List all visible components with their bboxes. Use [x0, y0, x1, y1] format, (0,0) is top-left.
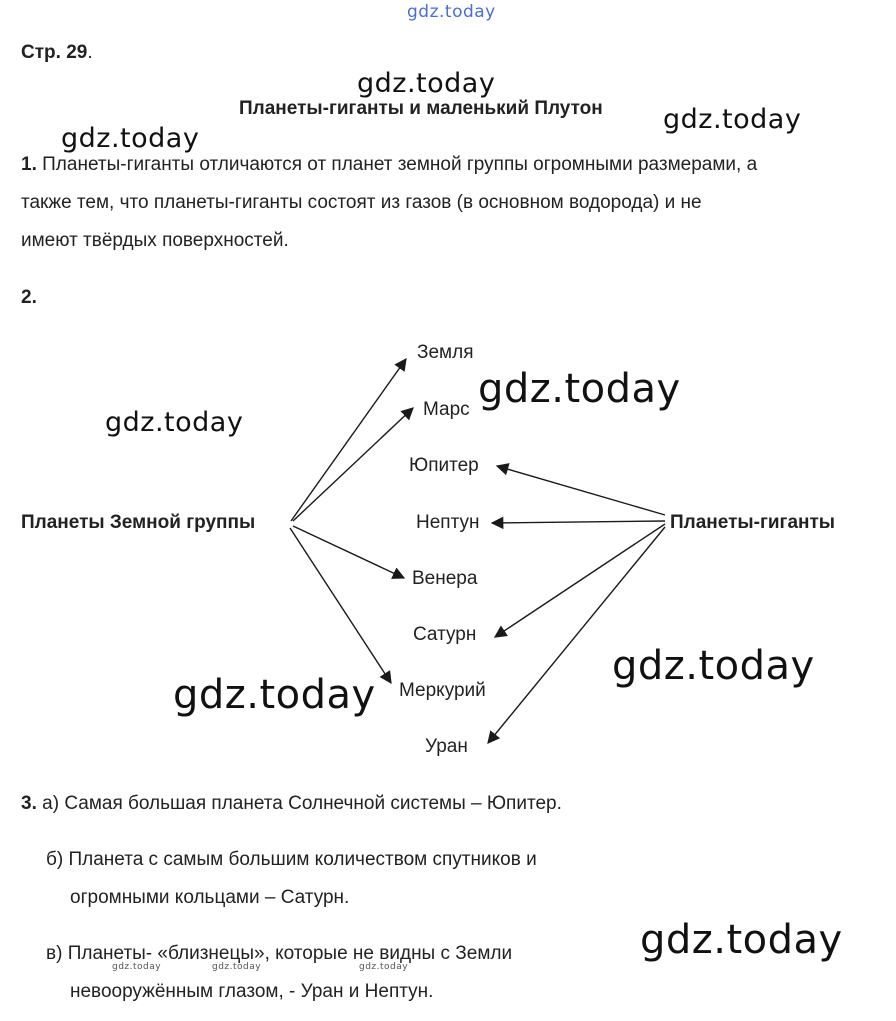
watermark-tiny: gdz.today — [359, 962, 409, 972]
arrow-to-mars — [293, 408, 413, 521]
planet-uran: Уран — [425, 736, 468, 757]
right-group-label: Планеты-гиганты — [670, 512, 836, 533]
planet-mars: Марс — [423, 399, 470, 420]
watermark: gdz.today — [663, 104, 802, 135]
watermark: gdz.today — [612, 643, 815, 689]
q1-line3: имеют твёрдых поверхностей. — [21, 230, 289, 251]
watermark-top: gdz.today — [407, 2, 496, 22]
watermark-tiny: gdz.today — [112, 962, 162, 972]
page-label-text: Стр. 29 — [21, 42, 88, 63]
q3-a: а) Самая большая планета Солнечной системы – Юпитер. — [42, 793, 562, 814]
arrow-to-yupiter — [497, 466, 665, 515]
q3-c-line1: в) Планеты- «близнецы», которые не видны с Земли — [46, 943, 513, 964]
q3-b-line1: б) Планета с самым большим количеством спутников и — [46, 849, 537, 870]
watermark: gdz.today — [105, 407, 244, 438]
q3-c-line2: невооружённым глазом, - Уран и Нептун. — [70, 981, 434, 1002]
planet-zemlya: Земля — [417, 342, 474, 363]
q1-number: 1. — [21, 154, 37, 175]
watermark-tiny: gdz.today — [212, 962, 262, 972]
planet-neptun: Нептун — [416, 512, 480, 533]
planet-merkuriy: Меркурий — [399, 680, 486, 701]
arrow-to-saturn — [495, 524, 665, 637]
arrow-to-uran — [488, 527, 665, 743]
page-title: Планеты-гиганты и маленький Плутон — [239, 98, 603, 119]
left-group-label: Планеты Земной группы — [21, 512, 256, 533]
q3-number: 3. — [21, 793, 37, 814]
watermark: gdz.today — [61, 123, 200, 154]
planet-yupiter: Юпитер — [409, 455, 479, 476]
watermark: gdz.today — [478, 366, 681, 412]
q3-b-line2: огромными кольцами – Сатурн. — [70, 887, 350, 908]
arrow-to-neptun — [492, 521, 665, 523]
arrow-to-merkuriy — [290, 528, 391, 683]
watermark: gdz.today — [173, 672, 376, 718]
arrow-to-venera — [293, 526, 404, 578]
q1-text-1: Планеты-гиганты отличаются от планет земной группы огромными размерами, а — [42, 154, 758, 175]
planet-saturn: Сатурн — [413, 624, 477, 645]
q2-number: 2. — [21, 287, 37, 308]
watermark: gdz.today — [640, 917, 843, 963]
planet-venera: Венера — [412, 568, 478, 589]
page-label-dot: . — [87, 42, 93, 63]
q3-line-a — [21, 785, 562, 823]
q1-line2: также тем, что планеты-гиганты состоят из газов (в основном водорода) и не — [21, 192, 702, 213]
watermark: gdz.today — [357, 68, 496, 99]
arrow-to-zemlya — [291, 359, 406, 521]
